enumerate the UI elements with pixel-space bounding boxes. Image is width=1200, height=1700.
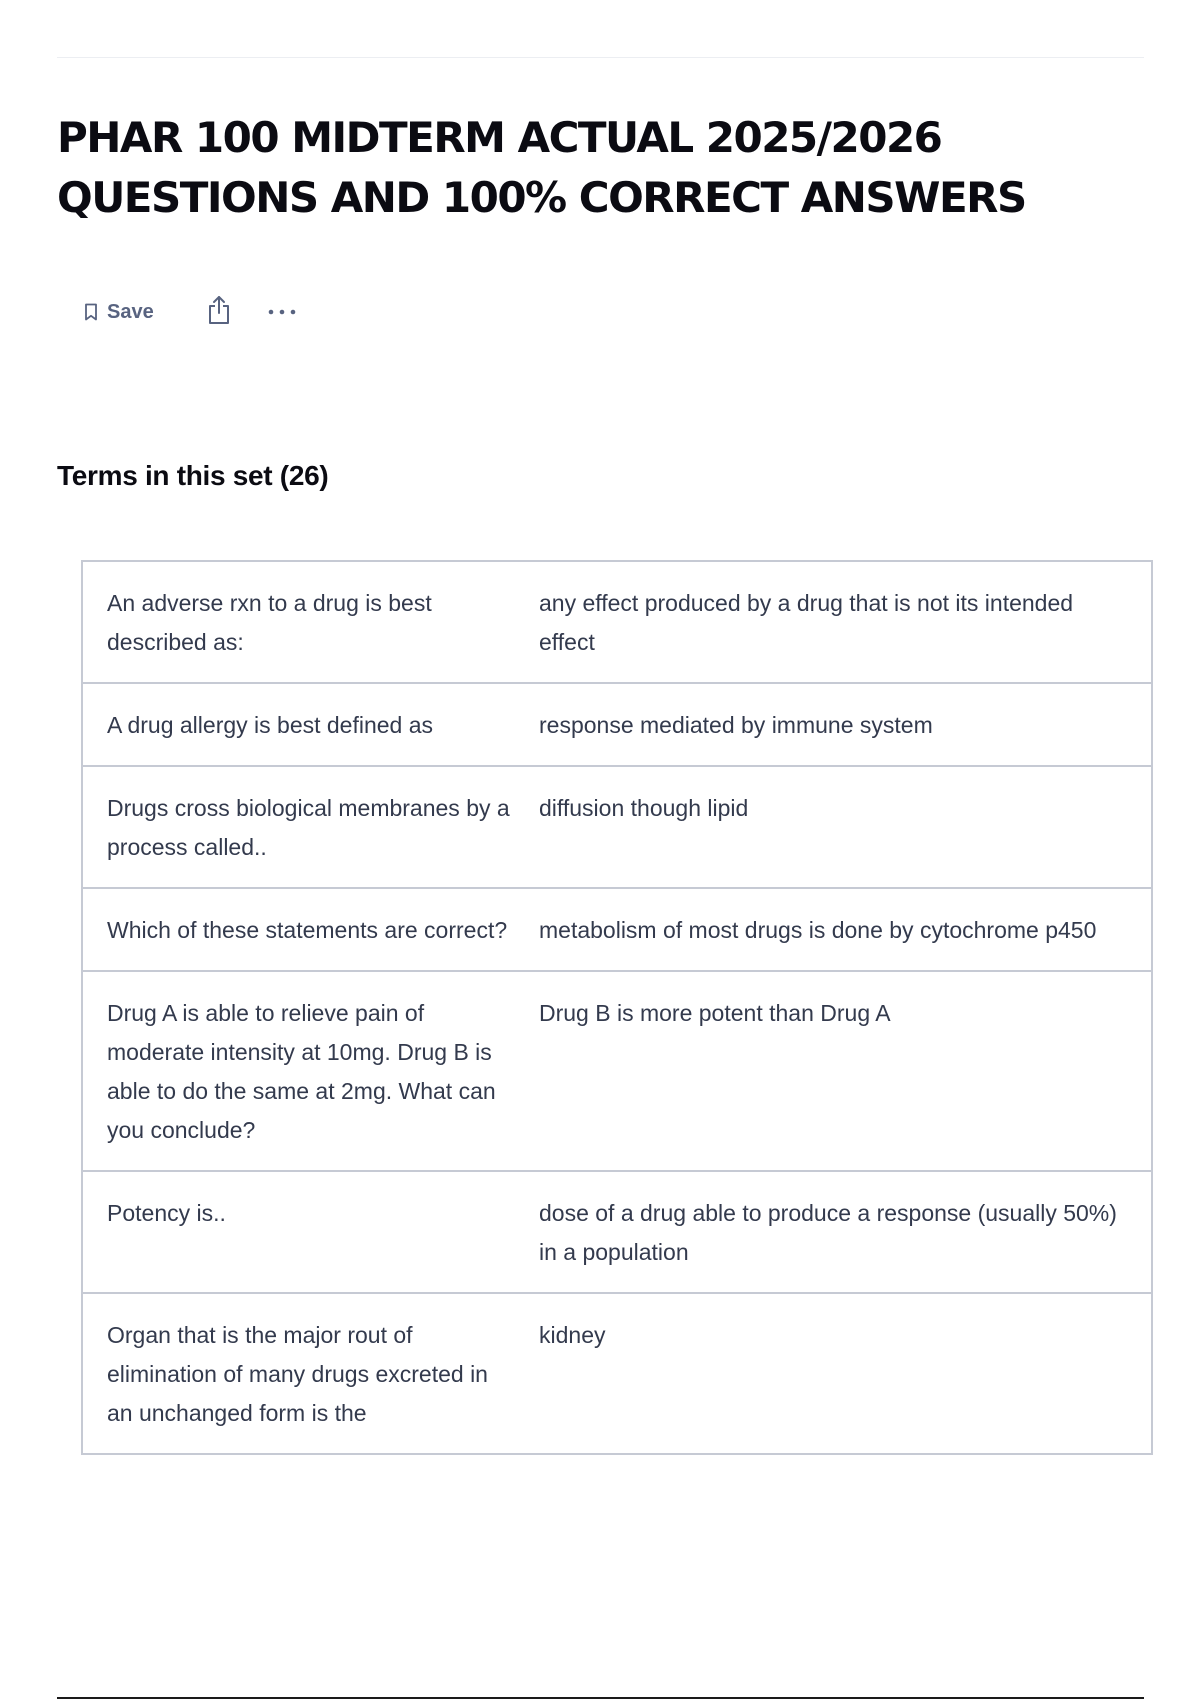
bookmark-icon — [84, 303, 98, 321]
term-card — [81, 560, 1153, 684]
term-card-list — [81, 560, 1153, 1543]
more-options-icon — [267, 303, 297, 321]
card-term: A drug allergy is best defined as — [107, 712, 434, 738]
card-term: Potency is.. — [107, 1200, 226, 1226]
card-term: An adverse rxn to a drug is best described as: — [107, 590, 432, 655]
card-definition: dose of a drug able to produce a response (usually 50%) in a population — [539, 1200, 1117, 1265]
save-button[interactable] — [84, 301, 154, 324]
term-card — [81, 1292, 1153, 1455]
term-card — [81, 765, 1153, 889]
share-button[interactable] — [206, 295, 232, 330]
card-term: Which of these statements are correct? — [107, 917, 508, 943]
bottom-divider — [57, 1697, 1144, 1699]
page-title: PHAR 100 MIDTERM ACTUAL 2025/2026 QUESTIONS AND 100% CORRECT ANSWERS — [57, 113, 1026, 222]
card-definition: Drug B is more potent than Drug A — [539, 1000, 891, 1026]
card-definition: response mediated by immune system — [539, 712, 933, 738]
card-term: Organ that is the major rout of elimination of many drugs excreted in an unchanged form is the — [107, 1322, 488, 1426]
card-definition: metabolism of most drugs is done by cytochrome p450 — [539, 917, 1097, 943]
card-definition: kidney — [539, 1322, 606, 1348]
card-definition: diffusion though lipid — [539, 795, 749, 821]
terms-heading: Terms in this set (26) — [57, 460, 329, 491]
more-options-button[interactable] — [267, 303, 297, 321]
term-card — [81, 682, 1153, 767]
set-actions-bar — [84, 296, 297, 328]
save-label: Save — [107, 300, 154, 323]
top-divider — [57, 57, 1144, 58]
card-term: Drug A is able to relieve pain of moderate intensity at 10mg. Drug B is able to do the same at 2mg. What can you conclude? — [107, 1000, 496, 1143]
card-definition: any effect produced by a drug that is not its intended effect — [539, 590, 1074, 655]
term-card — [81, 1170, 1153, 1294]
card-term: Drugs cross biological membranes by a process called.. — [107, 795, 510, 860]
term-card — [81, 970, 1153, 1172]
term-card — [81, 887, 1153, 972]
share-icon — [206, 295, 232, 330]
